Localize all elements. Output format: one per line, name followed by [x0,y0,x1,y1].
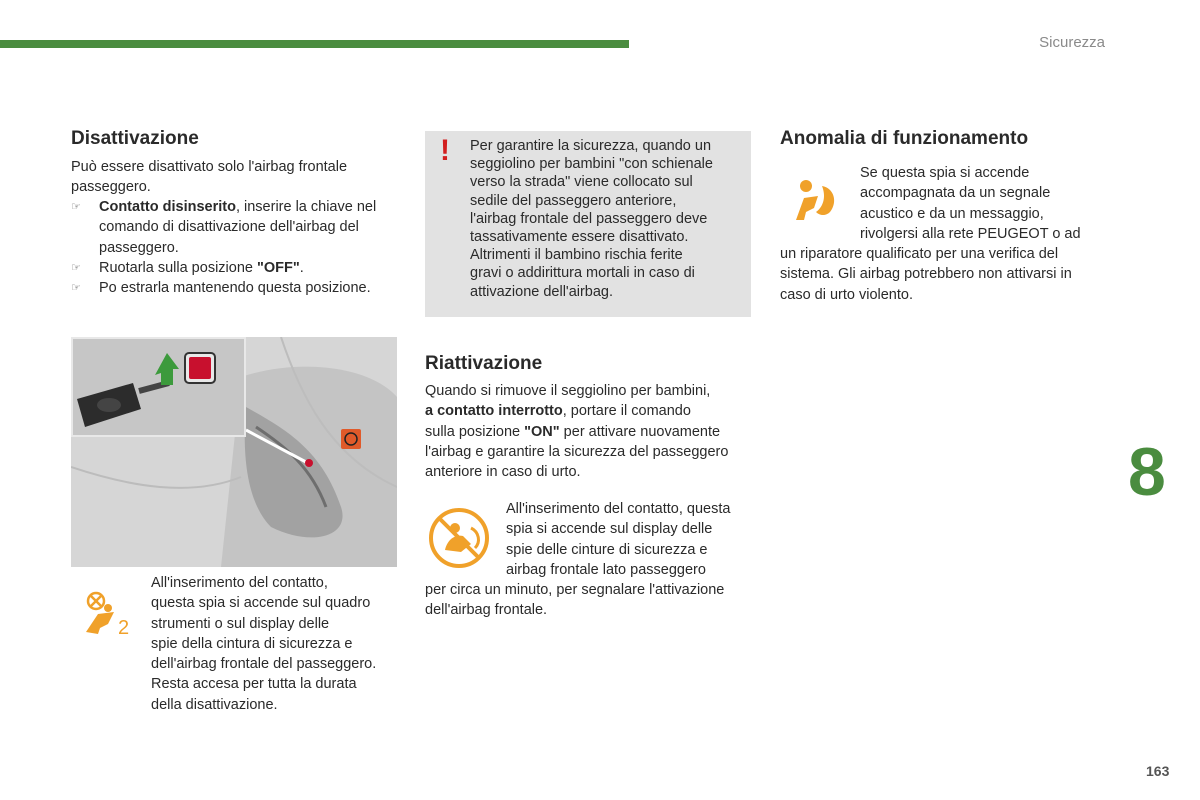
anomalia-line: un riparatore qualificato per una verifica del [780,246,1059,262]
indicator-off-line: spie della cintura di sicurezza e [151,635,353,652]
indicator-off-line: questa spia si accende sul quadro [151,595,371,612]
warning-line: seggiolino per bambini "con schienale [470,156,713,173]
step-2-pre: Ruotarla sulla posizione [99,259,257,276]
indicator-on-description-top [506,499,756,580]
pointer-icon: ☞ [71,282,81,295]
step-1-bold: Contatto disinserito [99,199,236,215]
warning-line: Altrimenti il bambino rischia ferite [470,247,683,264]
disattivazione-intro: Può essere disattivato solo l'airbag frontale passeggero. [71,159,348,196]
anomalia-body-bottom [780,244,1110,305]
step-1-text-l3: passeggero. [99,239,179,256]
indicator-on-line: spie delle cinture di sicurezza e [506,541,708,558]
step-3 [71,278,401,298]
warning-line: attivazione dell'airbag. [470,283,614,300]
page-number: 163 [1146,763,1170,779]
warning-line: l'airbag frontale del passeggero deve [470,210,708,227]
pointer-icon: ☞ [71,201,81,213]
anomalia-line: accompagnata da un segnale [860,185,1051,202]
disattivazione-steps [71,197,401,298]
indicator-off-line: dell'airbag frontale del passeggero. [151,656,377,673]
anomalia-line: acustico e da un messaggio, [860,205,1044,222]
anomalia-body-top [860,163,1110,244]
step-1 [71,197,401,258]
indicator-on-description-bottom [425,580,755,621]
warning-line: gravi o addirittura mortali in caso di [470,265,695,282]
riattivazione-bold: a contatto interrotto [425,403,563,420]
warning-text [470,137,745,301]
anomalia-line: caso di urto violento. [780,286,913,303]
svg-text:2: 2 [118,617,130,638]
key-illustration [73,339,244,435]
indicator-off-line: Resta accesa per tutta la durata [151,676,357,693]
riattivazione-body [425,381,755,482]
riattivazione-line: Quando si rimuove il seggiolino per bambini, [425,383,711,399]
key-inset [71,337,246,437]
indicator-on-line: dell'airbag frontale. [425,602,548,619]
anomalia-line: rivolgersi alla rete PEUGEOT o ad [860,225,1081,242]
indicator-on-line: spia si accende sul display delle [506,521,713,538]
step-3-text: Po estrarla mantenendo questa posizione. [99,280,371,297]
anomalia-line: sistema. Gli airbag potrebbero non attivarsi in [780,266,1072,283]
anomalia-line: Se questa spia si accende [860,165,1030,181]
indicator-off-description [151,573,401,715]
airbag-off-indicator-icon [78,590,134,643]
indicator-off-line: All'inserimento del contatto, [151,575,328,591]
riattivazione-line [425,422,755,442]
indicator-off-line: strumenti o sul display delle [151,615,330,632]
riattivazione-title: Riattivazione [425,353,543,374]
warning-line: verso la strada" viene collocato sul [470,174,693,191]
anomalia-title: Anomalia di funzionamento [780,128,1029,149]
indicator-on-line: airbag frontale lato passeggero [506,561,706,578]
airbag-fault-indicator-icon [792,176,842,229]
indicator-on-line: per circa un minuto, per segnalare l'attivazione [425,582,725,598]
riattivazione-line: anteriore in caso di urto. [425,464,581,481]
riattivazione-text: per attivare nuovamente [559,423,721,440]
riattivazione-line [425,401,755,421]
airbag-on-indicator-icon [427,506,491,575]
riattivazione-text: sulla posizione [425,423,525,440]
chapter-number: 8 [1128,434,1166,510]
step-2-bold: "OFF" [256,259,300,276]
warning-line: Per garantire la sicurezza, quando un [470,138,712,154]
disattivazione-title: Disattivazione [71,128,199,149]
section-header: Sicurezza [1039,34,1105,51]
step-1-text-l2: comando di disattivazione dell'airbag del [99,219,359,236]
riattivazione-text: , portare il comando [562,403,691,420]
warning-exclamation-icon: ! [440,134,450,167]
top-accent-bar [0,40,629,48]
step-1-text: , inserire la chiave nel [235,199,377,215]
step-2 [71,258,401,278]
step-2-post: . [299,259,304,276]
riattivazione-line: l'airbag e garantire la sicurezza del passeggero [425,443,729,460]
pointer-icon: ☞ [71,261,81,274]
warning-line: sedile del passeggero anteriore, [470,192,677,209]
indicator-off-line: della disattivazione. [151,696,278,713]
indicator-on-line: All'inserimento del contatto, questa [506,501,731,517]
warning-line: tassativamente essere disattivato. [470,229,689,246]
riattivazione-bold: "ON" [524,423,560,440]
